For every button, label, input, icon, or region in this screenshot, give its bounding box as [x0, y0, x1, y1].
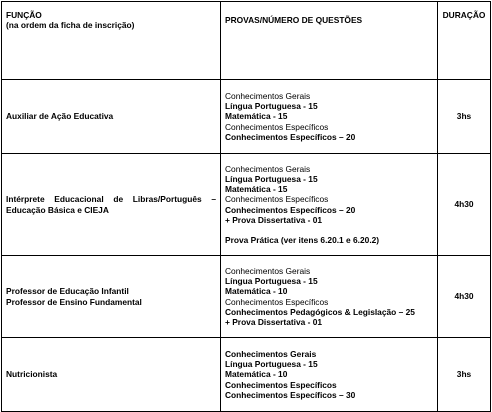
header-provas: PROVAS/NÚMERO DE QUESTÕES	[225, 15, 363, 25]
exam-table	[1, 1, 491, 412]
prova-item: Conhecimentos Gerais	[225, 91, 311, 102]
prova-item: Conhecimentos Gerais	[225, 164, 311, 175]
funcao-label: Professor de Educação Infantil	[6, 286, 129, 297]
table-header-row	[2, 2, 491, 80]
funcao-label: Auxiliar de Ação Educativa	[6, 111, 114, 122]
prova-item: Língua Portuguesa - 15	[225, 359, 318, 370]
prova-item: Língua Portuguesa - 15	[225, 101, 318, 112]
provas-cell	[221, 154, 438, 256]
duracao-value: 4h30	[454, 291, 474, 302]
funcao-label: Intérprete Educacional de Libras/Português –	[6, 194, 216, 205]
prova-item: Matemática - 15	[225, 111, 288, 122]
header-duracao-cell	[438, 2, 491, 80]
prova-item: Conhecimentos Gerais	[225, 349, 317, 360]
duracao-value: 4h30	[454, 199, 474, 210]
prova-item: Conhecimentos Específicos – 30	[225, 389, 356, 400]
header-funcao: FUNÇÃO	[6, 10, 42, 20]
funcao-cell	[2, 80, 221, 154]
header-duracao: DURAÇÃO	[442, 10, 486, 20]
prova-item: Conhecimentos Específicos – 20	[225, 204, 356, 215]
prova-item: Matemática - 15	[225, 184, 288, 195]
funcao-label: Professor de Ensino Fundamental	[6, 296, 142, 307]
table-row	[2, 80, 491, 154]
prova-item: Língua Portuguesa - 15	[225, 276, 318, 287]
header-funcao-cell	[2, 2, 221, 80]
duracao-cell	[438, 338, 491, 412]
header-provas-cell	[221, 2, 438, 80]
provas-cell	[221, 80, 438, 154]
table-row	[2, 338, 491, 412]
table-row	[2, 154, 491, 256]
prova-item: Conhecimentos Específicos	[225, 296, 329, 307]
duracao-cell	[438, 80, 491, 154]
prova-item: Conhecimentos Gerais	[225, 266, 311, 277]
prova-item: Conhecimentos Específicos – 20	[225, 131, 356, 142]
header-funcao-subtitle: (na ordem da ficha de inscrição)	[6, 20, 135, 31]
prova-item: Língua Portuguesa - 15	[225, 174, 318, 185]
provas-cell	[221, 256, 438, 338]
spacer	[225, 225, 437, 235]
prova-item: Conhecimentos Específicos	[225, 194, 329, 205]
funcao-cell	[2, 256, 221, 338]
prova-item: Conhecimentos Pedagógicos & Legislação – 25	[225, 306, 415, 317]
duracao-value: 3hs	[456, 111, 472, 122]
duracao-value: 3hs	[456, 369, 472, 380]
duracao-cell	[438, 154, 491, 256]
prova-item: + Prova Dissertativa - 01	[225, 214, 323, 225]
funcao-label: Nutricionista	[6, 369, 58, 380]
prova-item: Conhecimentos Específicos	[225, 379, 337, 390]
prova-item: Matemática - 10	[225, 369, 288, 380]
funcao-cell	[2, 338, 221, 412]
provas-cell	[221, 338, 438, 412]
funcao-cell	[2, 154, 221, 256]
prova-item: + Prova Dissertativa - 01	[225, 316, 323, 327]
table-row	[2, 256, 491, 338]
prova-item: Conhecimentos Específicos	[225, 121, 329, 132]
funcao-label: Educação Básica e CIEJA	[6, 204, 109, 215]
duracao-cell	[438, 256, 491, 338]
prova-item: Prova Prática (ver itens 6.20.1 e 6.20.2)	[225, 234, 380, 245]
prova-item: Matemática - 10	[225, 286, 288, 297]
